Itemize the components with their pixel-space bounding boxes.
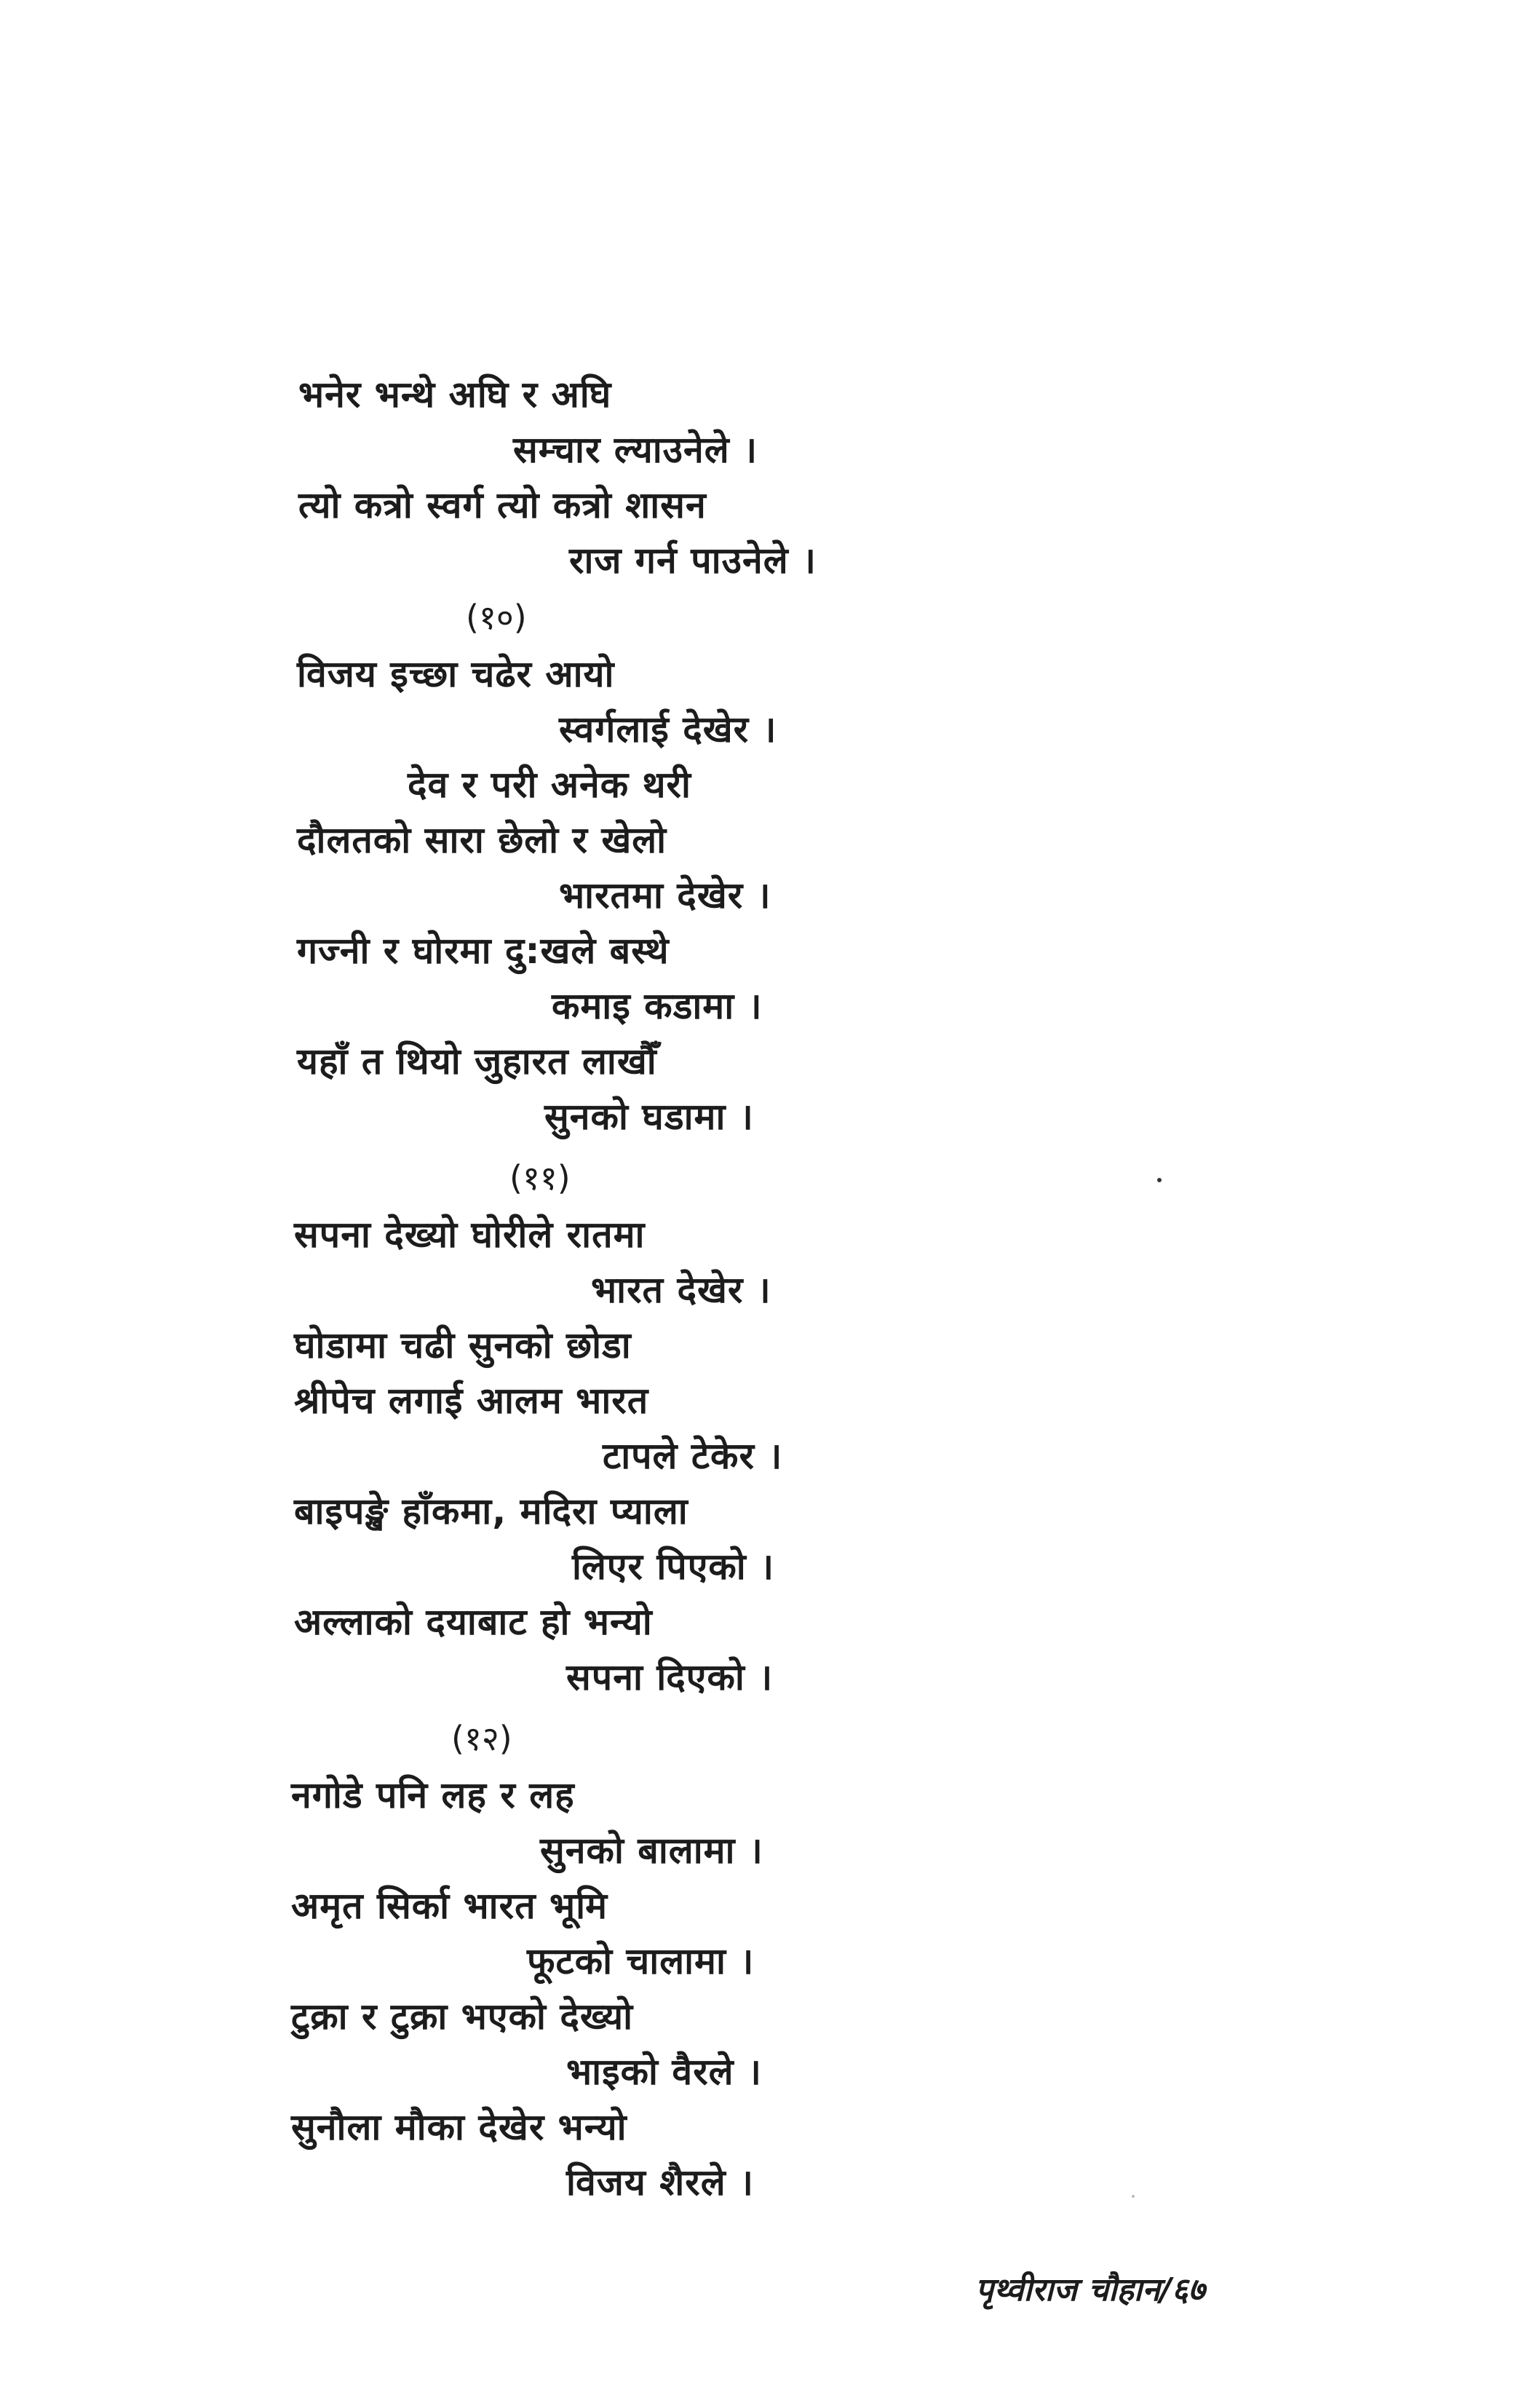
- verse-line: विजय इच्छा चढेर आयो: [297, 653, 615, 695]
- scan-speck: [1132, 2195, 1135, 2198]
- verse-line: भारत देखेर ।: [591, 1269, 771, 1311]
- verse-line: सम्चार ल्याउनेले ।: [513, 429, 758, 471]
- verse-line: नगोडे पनि लह र लह: [291, 1774, 575, 1816]
- verse-line: सुनको बालामा ।: [540, 1829, 763, 1872]
- verse-line: सपना दिएको ।: [566, 1656, 774, 1698]
- verse-line: सपना देख्यो घोरीले रातमा: [294, 1214, 646, 1256]
- verse-line: स्वर्गलाई देखेर ।: [559, 708, 777, 751]
- verse-line: फूटको चालामा ।: [527, 1940, 755, 1982]
- verse-line: विजय शैरले ।: [566, 2161, 754, 2204]
- verse-number: (१०): [466, 598, 527, 637]
- verse-line: दौलतको सारा छेलो र खेलो: [297, 819, 667, 861]
- verse-line: भारतमा देखेर ।: [559, 874, 771, 917]
- verse-line: देव र परी अनेक थरी: [408, 764, 691, 806]
- verse-line: श्रीपेच लगाई आलम भारत: [294, 1380, 649, 1422]
- verse-line: राज गर्न पाउनेले ।: [569, 539, 817, 582]
- verse-line: भाइको वैरले ।: [566, 2051, 762, 2093]
- verse-line: बाइपङ्खे हाँकमा, मदिरा प्याला: [294, 1490, 688, 1532]
- verse-number: (११): [509, 1158, 571, 1198]
- verse-line: अमृत सिर्का भारत भूमि: [291, 1885, 608, 1927]
- verse-line: सुनको घडामा ।: [544, 1096, 754, 1138]
- verse-line: घोडामा चढी सुनको छोडा: [294, 1324, 632, 1366]
- verse-line: सुनौला मौका देखेर भन्यो: [291, 2106, 627, 2148]
- page-footer: पृथ्वीराज चौहान/६७: [975, 2271, 1205, 2308]
- verse-number: (१२): [451, 1719, 512, 1758]
- scan-speck: [1157, 1178, 1162, 1182]
- verse-line: गज्नी र घोरमा दु:खले बस्थे: [297, 930, 670, 972]
- verse-line: लिएर पिएको ।: [572, 1546, 775, 1588]
- verse-line: यहाँ त थियो जुहारत लाखौँ: [297, 1040, 657, 1083]
- verse-line: भनेर भन्थे अघि र अघि: [298, 373, 612, 416]
- verse-line: कमाइ कडामा ।: [552, 985, 763, 1027]
- verse-line: अल्लाको दयाबाट हो भन्यो: [294, 1601, 653, 1643]
- verse-line: टापले टेकेर ।: [603, 1435, 783, 1477]
- verse-line: टुक्रा र टुक्रा भएको देख्यो: [291, 1995, 634, 2038]
- verse-line: त्यो कत्रो स्वर्ग त्यो कत्रो शासन: [298, 484, 707, 526]
